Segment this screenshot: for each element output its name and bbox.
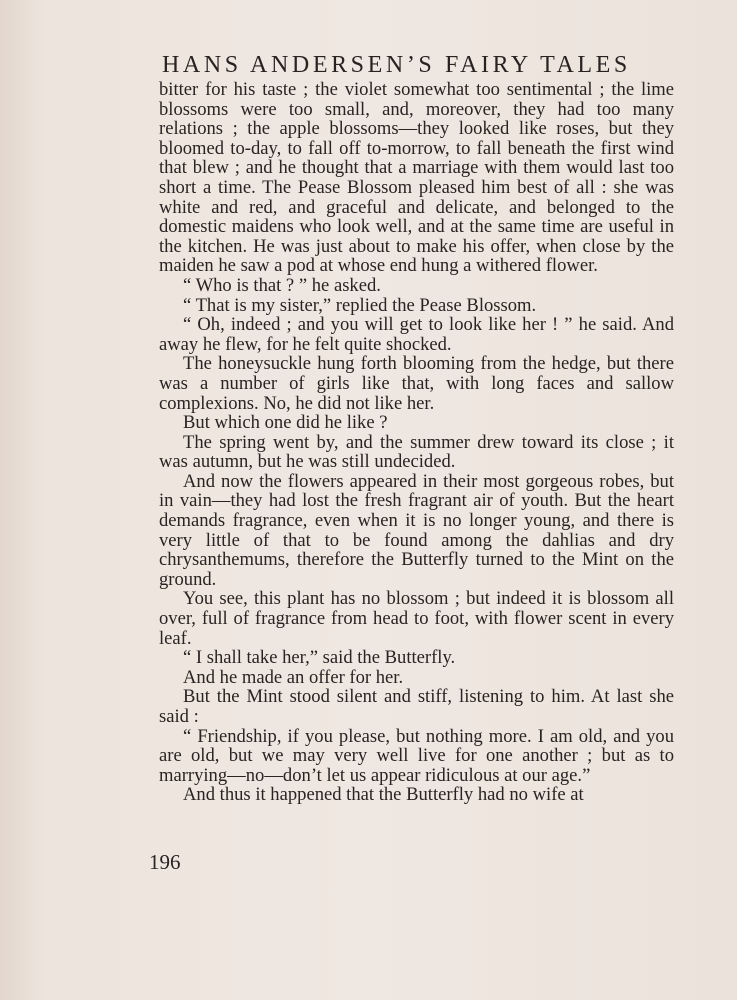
page-body: [159, 80, 674, 805]
paragraph: “ Friendship, if you please, but nothing more. I am old, and you are old, but we may very well live for one another ; but as to marrying—no—don’t let us appear ridiculous at our age.”: [159, 725, 674, 786]
paragraph: But which one did he like ?: [183, 412, 388, 434]
paragraph: The spring went by, and the summer drew toward its close ; it was autumn, but he was still undecided.: [159, 431, 674, 473]
paragraph: “ I shall take her,” said the Butterfly.: [183, 647, 456, 669]
paragraph: And now the flowers appeared in their most gorgeous robes, but in vain—they had lost the fresh fragrant air of youth. But the heart demands fragrance, even when it is no longer young, and there is very little of that to be found among the dahlias and dry chrysanthemums, therefore the Butterfly turned to the Mint on the ground.: [159, 470, 674, 590]
paragraph: “ Oh, indeed ; and you will get to look like her ! ” he said. And away he flew, for he felt quite shocked.: [159, 314, 674, 355]
paragraph: You see, this plant has no blossom ; but indeed it is blossom all over, full of fragrance from head to foot, with flower scent in every leaf.: [159, 588, 674, 649]
paragraph: And he made an offer for her.: [183, 666, 404, 688]
paragraph: But the Mint stood silent and stiff, listening to him. At last she said :: [159, 686, 674, 727]
paragraph: The honeysuckle hung forth blooming from the hedge, but there was a number of girls like that, with long faces and sallow complexions. No, he did not like her.: [159, 353, 674, 414]
paragraph: “ Who is that ? ” he asked.: [183, 274, 381, 296]
paragraph: And thus it happened that the Butterfly had no wife at: [183, 784, 584, 806]
running-header: HANS ANDERSEN’S FAIRY TALES: [162, 52, 631, 78]
paragraph: bitter for his taste ; the violet somewhat too sentimental ; the lime blossoms were too small, and, moreover, they had too many relations ; the apple blossoms—they looked like roses, but they bloomed to-day, to fall off to-morrow, to fall beneath the first wind that blew ; and he thought that a marriage with them would last too short a time. The Pease Blossom pleased him best of all : she was white and red, and graceful and delicate, and belonged to the domestic maidens who look well, and at the same time are useful in the kitchen. He was just about to make his offer, when close by the maiden he saw a pod at whose end hung a withered flower.: [159, 79, 674, 277]
page-number: 196: [149, 850, 181, 874]
paragraph: “ That is my sister,” replied the Pease Blossom.: [183, 294, 537, 316]
